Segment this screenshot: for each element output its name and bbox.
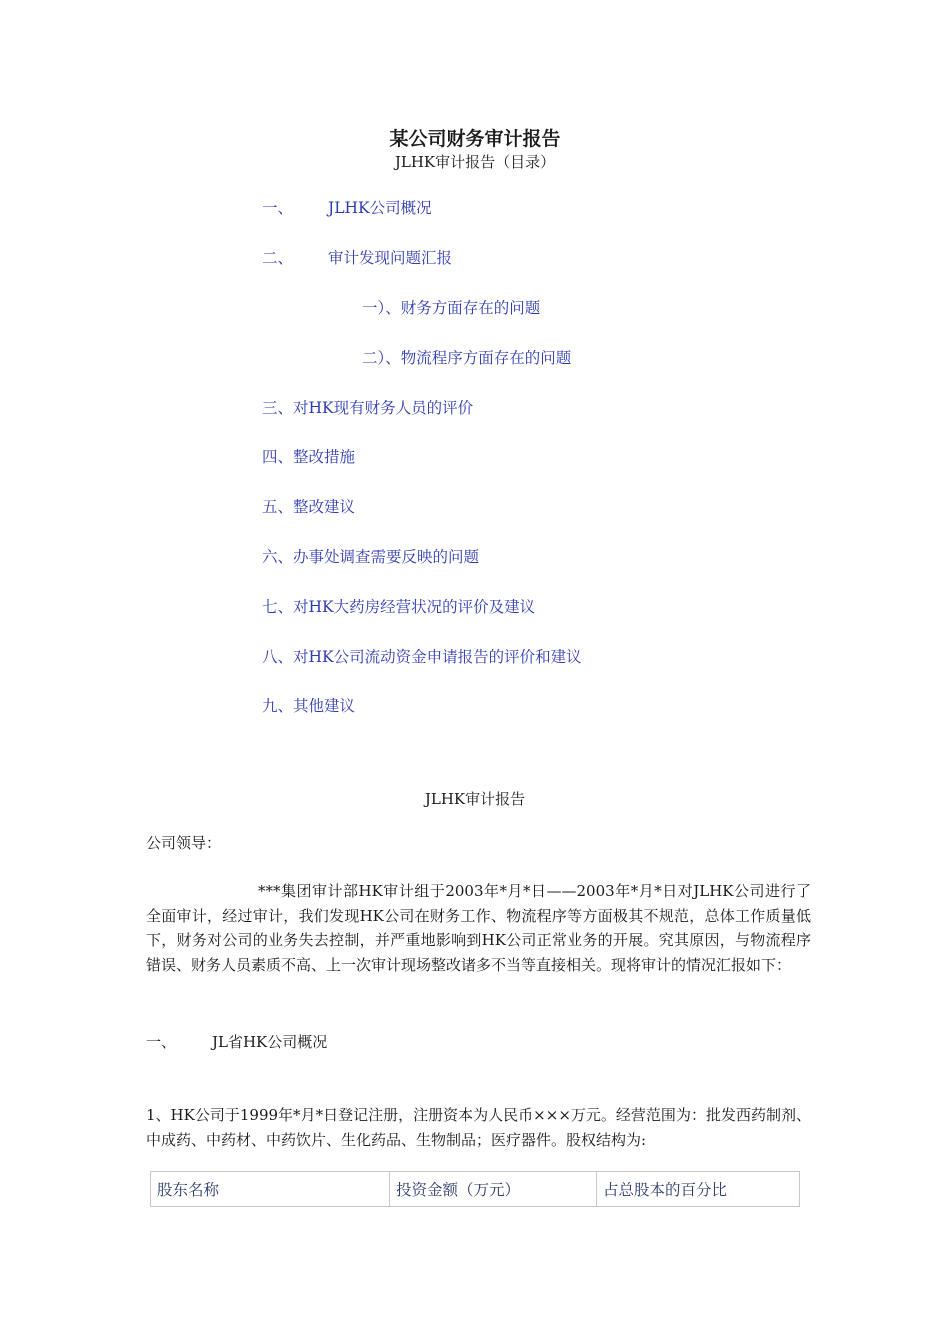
toc-item-label: 七、对HK大药房经营状况的评价及建议 <box>262 598 536 616</box>
intro-text: ***集团审计部HK审计组于2003年*月*日——2003年*月*日对JLHK公司进行了全面审计，经过审计，我们发现HK公司在财务工作、物流程序等方面极其不规范，总体工作质量低下，财务对公司的业务失去控制，并严重地影响到HK公司正常业务的开展。究其原因，与物流程序错误、财务人员素质不高、上一次审计现场整改诸多不当等直接相关。现将审计的情况汇报如下： <box>146 882 811 974</box>
toc-item-label: 五、整改建议 <box>262 498 356 516</box>
table-header-cell: 占总股本的百分比 <box>597 1172 800 1207</box>
toc-item-label: 审计发现问题汇报 <box>328 249 453 267</box>
toc-item-label: 三、对HK现有财务人员的评价 <box>262 399 474 417</box>
toc-item[interactable] <box>262 645 582 667</box>
document-subtitle: JLHK审计报告（目录） <box>394 153 556 171</box>
toc-item-label: 四、整改措施 <box>262 448 356 466</box>
section-number: 一、 <box>146 1033 177 1051</box>
toc-item[interactable] <box>262 196 432 218</box>
toc-subitem[interactable] <box>362 296 540 318</box>
shareholder-table <box>150 1171 800 1207</box>
table-header-cell: 投资金额（万元） <box>390 1172 597 1207</box>
toc-item[interactable] <box>262 445 355 467</box>
table-header-cell: 股东名称 <box>151 1172 390 1207</box>
toc-item[interactable] <box>262 396 473 418</box>
section-heading <box>146 1031 327 1052</box>
toc-item-label: 一）、财务方面存在的问题 <box>362 299 541 317</box>
intro-paragraph <box>146 879 811 977</box>
toc-item-label: JLHK公司概况 <box>328 199 432 217</box>
toc-item-number: 二、 <box>262 249 294 267</box>
report-heading: JLHK审计报告 <box>424 790 526 808</box>
toc-subitem[interactable] <box>362 346 571 368</box>
toc-item[interactable] <box>262 545 479 567</box>
document-title: 某公司财务审计报告 <box>389 128 561 150</box>
item-paragraph: 1、HK公司于1999年*月*日登记注册，注册资本为人民币×××万元。经营范围为：批发西药制剂、中成药、中药材、中药饮片、生化药品、生物制品；医疗器件。股权结构为: <box>146 1106 811 1149</box>
toc-item[interactable] <box>262 595 535 617</box>
toc-item-label: 六、办事处调查需要反映的问题 <box>262 548 480 566</box>
salutation: 公司领导： <box>146 834 222 852</box>
table-header-row <box>151 1172 800 1207</box>
toc-item[interactable] <box>262 495 355 517</box>
section-title: JL省HK公司概况 <box>212 1033 328 1051</box>
toc-item-label: 八、对HK公司流动资金申请报告的评价和建议 <box>262 648 582 666</box>
toc-item-label: 九、其他建议 <box>262 697 356 715</box>
toc-item-number: 一、 <box>262 199 294 217</box>
toc-item-label: 二）、物流程序方面存在的问题 <box>362 349 572 367</box>
toc-item[interactable] <box>262 694 355 716</box>
toc-item[interactable] <box>262 246 452 268</box>
